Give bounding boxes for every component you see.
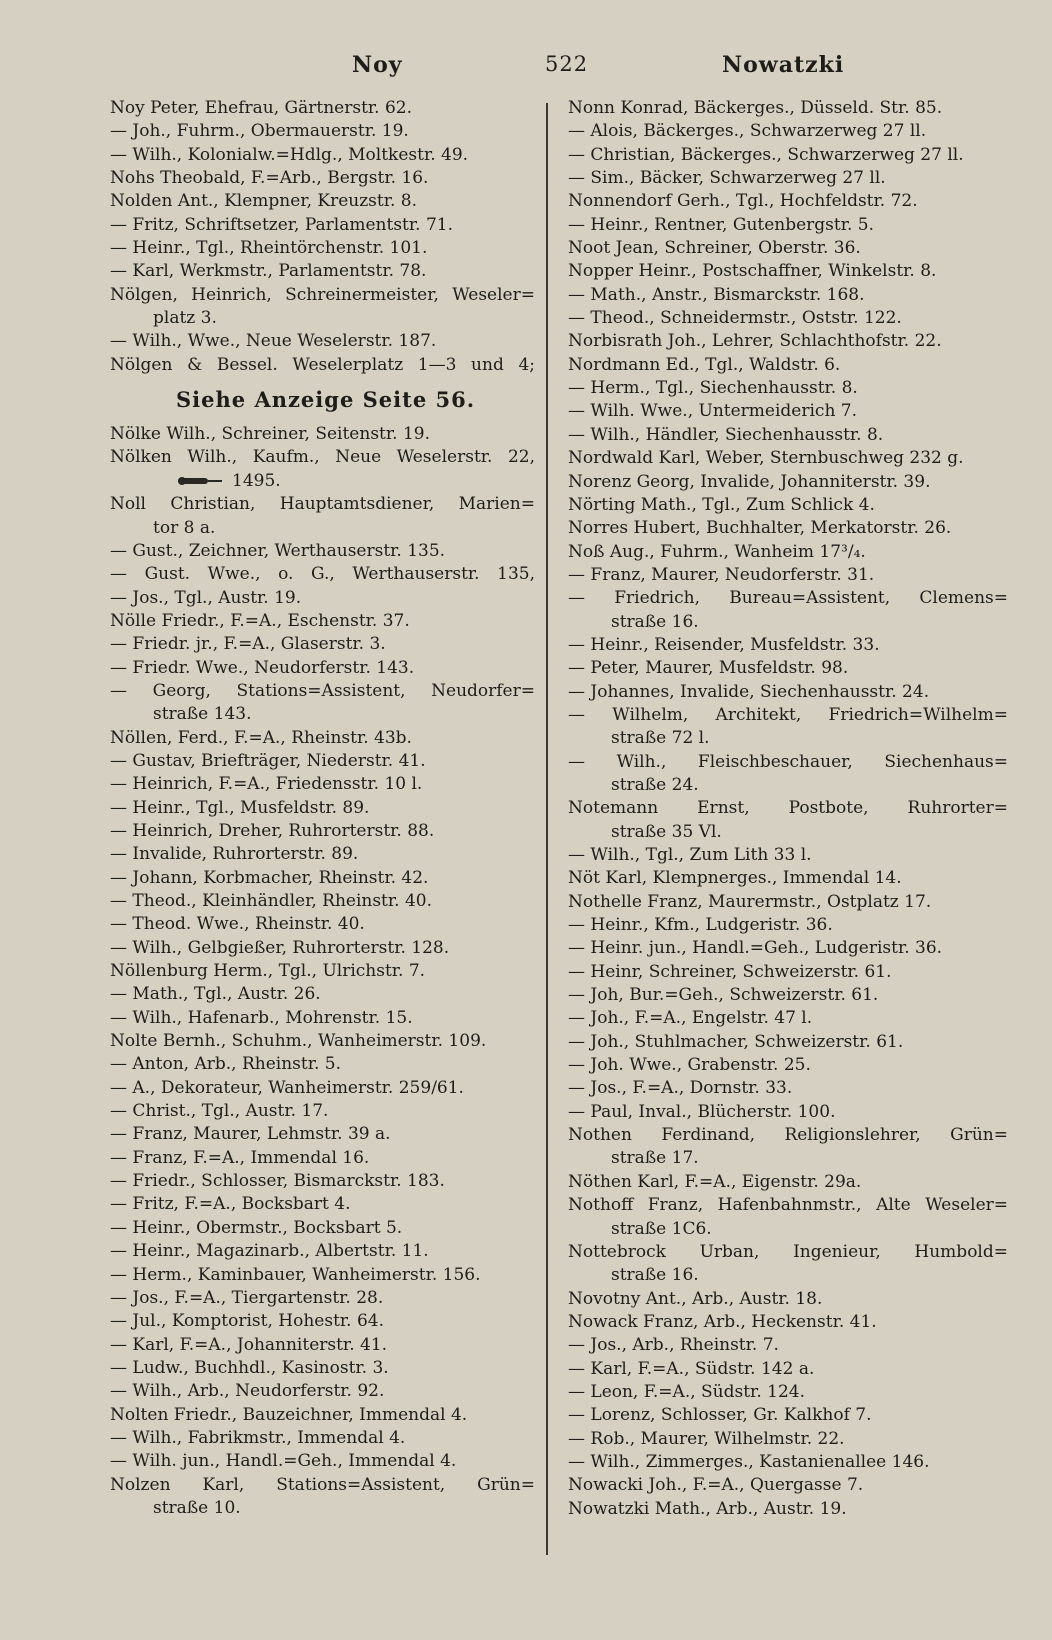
directory-entry: Norbisrath Joh., Lehrer, Schlachthofstr. 22. [568, 331, 942, 352]
directory-entry: straße 16. [611, 1265, 699, 1286]
directory-entry: — Anton, Arb., Rheinstr. 5. [110, 1054, 341, 1075]
directory-entry: — Jos., F.=A., Dornstr. 33. [568, 1078, 793, 1099]
telephone-number: 1495. [232, 470, 281, 491]
directory-entry: Nowacki Joh., F.=A., Quergasse 7. [568, 1475, 864, 1496]
directory-entry: Nopper Heinr., Postschaffner, Winkelstr. 8. [568, 261, 937, 282]
directory-entry: — Wilh., Wwe., Neue Weselerstr. 187. [110, 331, 437, 352]
column-divider [546, 103, 548, 1555]
directory-entry: Nolzen Karl, Stations=Assistent, Grün= [110, 1474, 535, 1495]
directory-entry: — Wilhelm, Architekt, Friedrich=Wilhelm= [568, 704, 1008, 725]
directory-entry: Nottebrock Urban, Ingenieur, Humbold= [568, 1241, 1008, 1262]
directory-entry: Nöllenburg Herm., Tgl., Ulrichstr. 7. [110, 961, 426, 982]
directory-entry: — Math., Tgl., Austr. 26. [110, 984, 321, 1005]
directory-entry: — Joh. Wwe., Grabenstr. 25. [568, 1055, 811, 1076]
directory-entry: Nowack Franz, Arb., Heckenstr. 41. [568, 1311, 877, 1332]
directory-entry: — Joh, Bur.=Geh., Schweizerstr. 61. [568, 985, 879, 1006]
directory-entry: — Herm., Kaminbauer, Wanheimerstr. 156. [110, 1264, 481, 1285]
directory-entry: — Heinr., Tgl., Musfeldstr. 89. [110, 797, 370, 818]
directory-entry: — Fritz, Schriftsetzer, Parlamentstr. 71. [110, 214, 453, 235]
directory-entry: — Wilh., Arb., Neudorferstr. 92. [110, 1381, 385, 1402]
directory-entry: — Theod., Kleinhändler, Rheinstr. 40. [110, 891, 432, 911]
directory-entry: — Friedrich, Bureau=Assistent, Clemens= [568, 588, 1008, 609]
directory-entry: — Sim., Bäcker, Schwarzerweg 27 ll. [568, 168, 886, 189]
directory-entry: straße 35 Vl. [611, 821, 722, 842]
directory-entry: Nordmann Ed., Tgl., Waldstr. 6. [568, 354, 841, 375]
directory-entry: — Heinr., Reisender, Musfeldstr. 33. [568, 634, 880, 655]
right-column [568, 97, 1008, 1521]
directory-entry: — Jos., F.=A., Tiergartenstr. 28. [110, 1287, 384, 1308]
directory-entry: — Heinr., Obermstr., Bocksbart 5. [110, 1217, 403, 1238]
directory-entry: — Wilh., Hafenarb., Mohrenstr. 15. [110, 1007, 413, 1028]
directory-entry: Nothelle Franz, Maurermstr., Ostplatz 17. [568, 891, 932, 912]
directory-entry: — Wilh., Fabrikmstr., Immendal 4. [110, 1427, 406, 1448]
directory-entry: — Heinr., Kfm., Ludgeristr. 36. [568, 915, 833, 936]
directory-entry: — Gust., Zeichner, Werthauserstr. 135. [110, 540, 446, 561]
directory-entry: Nolten Friedr., Bauzeichner, Immendal 4. [110, 1404, 468, 1425]
advertisement-reference: Siehe Anzeige Seite 56. [176, 387, 476, 413]
directory-entry: straße 17. [611, 1148, 699, 1169]
directory-entry: straße 1C6. [611, 1218, 712, 1239]
directory-entry: Nolte Bernh., Schuhm., Wanheimerstr. 109. [110, 1031, 487, 1052]
directory-entry: Noll Christian, Hauptamtsdiener, Marien= [110, 494, 535, 515]
directory-entry: Nöllen, Ferd., F.=A., Rheinstr. 43b. [110, 727, 412, 748]
directory-entry: — Invalide, Ruhrorterstr. 89. [110, 844, 359, 865]
directory-entry: — Heinr. jun., Handl.=Geh., Ludgeristr. 36. [568, 938, 943, 959]
directory-entry: — Herm., Tgl., Siechenhausstr. 8. [568, 378, 858, 399]
directory-entry: — Jos., Arb., Rheinstr. 7. [568, 1335, 779, 1356]
directory-entry: Norenz Georg, Invalide, Johanniterstr. 39. [568, 471, 931, 492]
directory-entry: — Franz, Maurer, Lehmstr. 39 a. [110, 1124, 391, 1145]
directory-entry: — Wilh., Tgl., Zum Lith 33 l. [568, 845, 812, 865]
directory-entry: — Wilh., Kolonialw.=Hdlg., Moltkestr. 49. [110, 144, 469, 165]
telephone-pointer-icon [176, 475, 224, 487]
directory-entry: — Friedr. Wwe., Neudorferstr. 143. [110, 657, 415, 678]
directory-entry: — Johann, Korbmacher, Rheinstr. 42. [110, 867, 429, 888]
directory-entry: Nöthen Karl, F.=A., Eigenstr. 29a. [568, 1171, 862, 1192]
directory-entry: — Joh., F.=A., Engelstr. 47 l. [568, 1008, 813, 1029]
directory-entry: Nothen Ferdinand, Religionslehrer, Grün= [568, 1125, 1008, 1146]
directory-entry: — Lorenz, Schlosser, Gr. Kalkhof 7. [568, 1405, 872, 1426]
directory-entry: Nohs Theobald, F.=Arb., Bergstr. 16. [110, 168, 429, 189]
directory-entry: — Heinrich, F.=A., Friedensstr. 10 l. [110, 774, 423, 795]
directory-entry: Nörting Math., Tgl., Zum Schlick 4. [568, 494, 875, 515]
directory-entry: — Leon, F.=A., Südstr. 124. [568, 1381, 805, 1402]
directory-entry: — Joh., Fuhrm., Obermauerstr. 19. [110, 121, 409, 142]
directory-entry: — Heinrich, Dreher, Ruhrorterstr. 88. [110, 820, 435, 841]
directory-entry: — Johannes, Invalide, Siechenhausstr. 24. [568, 681, 930, 702]
directory-entry: — Heinr., Tgl., Rheintörchenstr. 101. [110, 238, 428, 259]
directory-entry: — Jos., Tgl., Austr. 19. [110, 587, 302, 608]
directory-entry: — Theod. Wwe., Rheinstr. 40. [110, 914, 365, 935]
directory-entry: — Heinr, Schreiner, Schweizerstr. 61. [568, 961, 892, 982]
directory-entry: Nölke Wilh., Schreiner, Seitenstr. 19. [110, 424, 430, 445]
directory-entry: Nolden Ant., Klempner, Kreuzstr. 8. [110, 191, 418, 212]
directory-entry: — Friedr. jr., F.=A., Glaserstr. 3. [110, 634, 386, 655]
directory-entry: — Karl, F.=A., Johanniterstr. 41. [110, 1334, 388, 1355]
directory-entry: straße 72 l. [611, 728, 710, 749]
running-header-right: Nowatzki [722, 52, 845, 78]
directory-entry: Norres Hubert, Buchhalter, Merkatorstr. 26. [568, 518, 952, 539]
directory-entry: — Friedr., Schlosser, Bismarckstr. 183. [110, 1171, 445, 1192]
directory-entry: — Fritz, F.=A., Bocksbart 4. [110, 1194, 351, 1215]
directory-entry: Noot Jean, Schreiner, Oberstr. 36. [568, 238, 861, 259]
directory-entry: — Gust. Wwe., o. G., Werthauserstr. 135, [110, 564, 535, 585]
directory-entry: Noß Aug., Fuhrm., Wanheim 17³/₄. [568, 541, 866, 562]
directory-entry: — A., Dekorateur, Wanheimerstr. 259/61. [110, 1077, 464, 1098]
directory-entry: — Christian, Bäckerges., Schwarzerweg 27 ll. [568, 144, 964, 165]
directory-entry: Noy Peter, Ehefrau, Gärtnerstr. 62. [110, 98, 413, 118]
directory-entry: — Rob., Maurer, Wilhelmstr. 22. [568, 1428, 845, 1449]
directory-entry: Nölken Wilh., Kaufm., Neue Weselerstr. 22, [110, 447, 535, 468]
left-column [110, 97, 535, 1520]
directory-entry: Nordwald Karl, Weber, Sternbuschweg 232 g. [568, 448, 964, 469]
directory-entry: straße 143. [153, 704, 252, 725]
directory-entry: Novotny Ant., Arb., Austr. 18. [568, 1288, 823, 1309]
directory-entry: Nölle Friedr., F.=A., Eschenstr. 37. [110, 610, 410, 631]
directory-entry: Notemann Ernst, Postbote, Ruhrorter= [568, 798, 1008, 819]
directory-entry: tor 8 a. [153, 517, 216, 538]
directory-entry: Nowatzki Math., Arb., Austr. 19. [568, 1498, 847, 1519]
directory-entry: straße 10. [153, 1497, 241, 1518]
directory-entry: Nölgen, Heinrich, Schreinermeister, Weseler= [110, 284, 535, 305]
directory-entry: platz 3. [153, 308, 217, 329]
directory-entry: Nölgen & Bessel. Weselerplatz 1—3 und 4; [110, 354, 535, 375]
directory-entry: straße 24. [611, 774, 699, 795]
directory-entry: — Wilh., Fleischbeschauer, Siechenhaus= [568, 751, 1008, 772]
directory-entry: Nothoff Franz, Hafenbahnmstr., Alte Weseler= [568, 1195, 1008, 1216]
directory-entry: — Paul, Inval., Blücherstr. 100. [568, 1101, 836, 1122]
directory-entry: — Georg, Stations=Assistent, Neudorfer= [110, 680, 535, 701]
directory-entry: — Wilh., Zimmerges., Kastanienallee 146. [568, 1451, 930, 1472]
directory-entry: — Joh., Stuhlmacher, Schweizerstr. 61. [568, 1031, 904, 1052]
directory-entry: — Heinr., Rentner, Gutenbergstr. 5. [568, 214, 875, 235]
directory-entry: — Karl, F.=A., Südstr. 142 a. [568, 1358, 815, 1379]
directory-entry: — Alois, Bäckerges., Schwarzerweg 27 ll. [568, 121, 927, 142]
directory-entry: Nonn Konrad, Bäckerges., Düsseld. Str. 85. [568, 98, 943, 118]
directory-entry: — Gustav, Briefträger, Niederstr. 41. [110, 750, 426, 771]
directory-entry: — Wilh. Wwe., Untermeiderich 7. [568, 401, 858, 422]
directory-entry: Nöt Karl, Klempnerges., Immendal 14. [568, 868, 902, 889]
directory-entry: — Christ., Tgl., Austr. 17. [110, 1101, 329, 1122]
directory-entry: — Heinr., Magazinarb., Albertstr. 11. [110, 1241, 429, 1262]
directory-entry-phone [110, 470, 535, 493]
page-number: 522 [545, 52, 589, 76]
running-header-left: Noy [352, 52, 403, 78]
directory-entry: straße 16. [611, 611, 699, 632]
directory-entry: — Peter, Maurer, Musfeldstr. 98. [568, 658, 849, 679]
directory-entry: — Math., Anstr., Bismarckstr. 168. [568, 284, 865, 305]
directory-entry: — Franz, Maurer, Neudorferstr. 31. [568, 564, 875, 585]
directory-entry: — Franz, F.=A., Immendal 16. [110, 1147, 370, 1168]
directory-entry: — Karl, Werkmstr., Parlamentstr. 78. [110, 261, 427, 282]
directory-entry: Nonnendorf Gerh., Tgl., Hochfeldstr. 72. [568, 191, 918, 212]
directory-entry: — Jul., Komptorist, Hohestr. 64. [110, 1311, 385, 1332]
directory-entry: — Wilh., Gelbgießer, Ruhrorterstr. 128. [110, 937, 450, 958]
directory-entry: — Wilh., Händler, Siechenhausstr. 8. [568, 424, 884, 445]
directory-entry: — Ludw., Buchhdl., Kasinostr. 3. [110, 1357, 389, 1378]
directory-entry: — Theod., Schneidermstr., Oststr. 122. [568, 308, 902, 329]
directory-entry: — Wilh. jun., Handl.=Geh., Immendal 4. [110, 1451, 457, 1472]
